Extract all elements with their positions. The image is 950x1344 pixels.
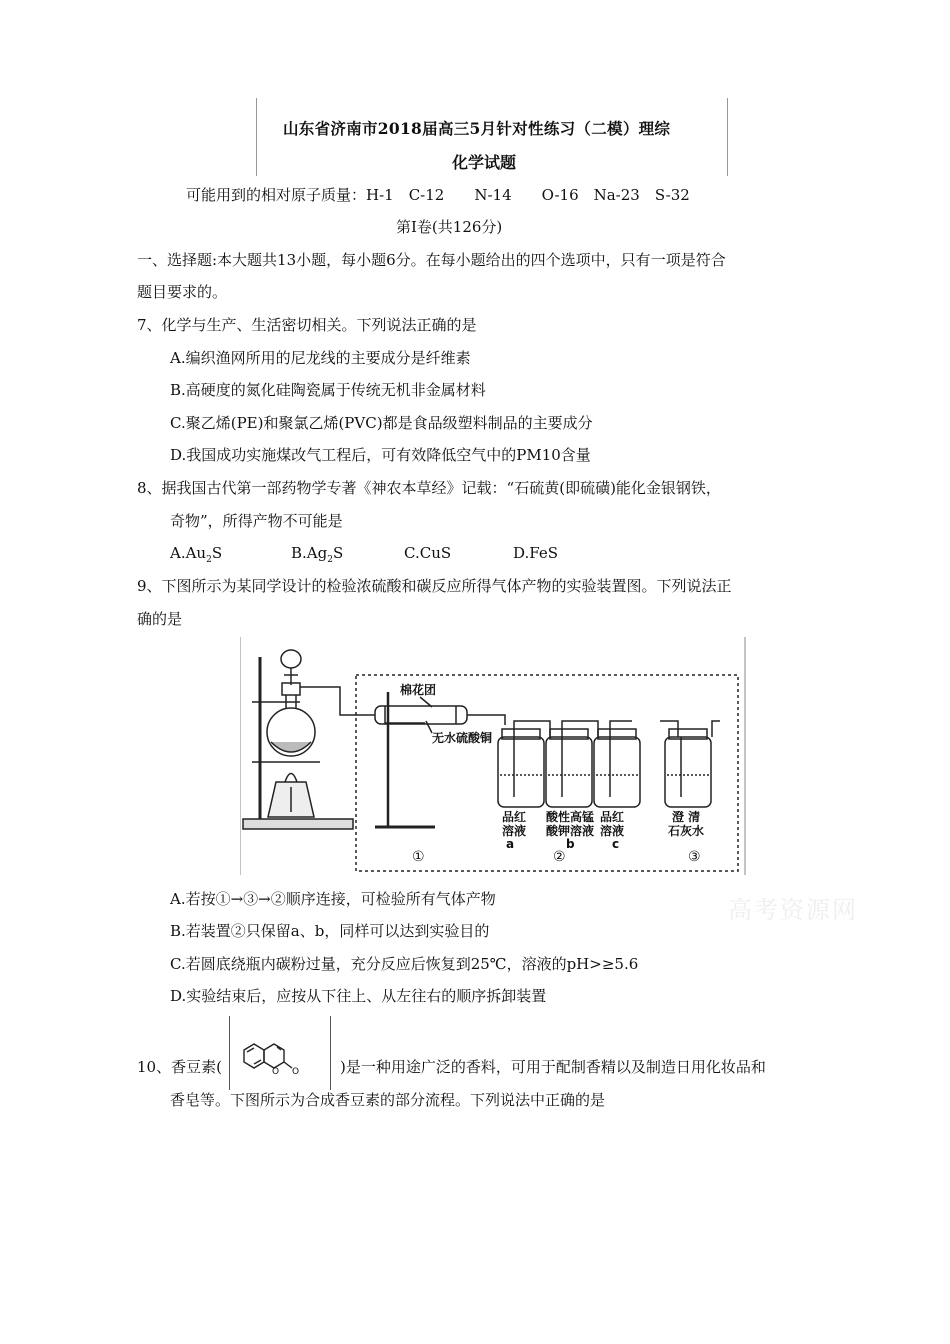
carbonyl-oxygen: O	[292, 1067, 300, 1077]
q9-option-c: C.若圆底绕瓶内碳粉过量，充分反应后恢复到25℃，溶液的pH>≥5.6	[170, 955, 639, 973]
volume-title: 第Ⅰ卷(共126分)	[396, 218, 503, 236]
q9-option-b: B.若装置②只保留a、b，同样可以达到实验目的	[170, 922, 490, 940]
bottle-b-label-3: b	[566, 837, 575, 851]
exam-subtitle: 化学试题	[452, 153, 517, 172]
q8-stem-line2: 奇物”，所得产物不可能是	[170, 512, 343, 530]
q7-option-a: A.编织渔网所用的尼龙线的主要成分是纤维素	[170, 349, 471, 367]
marker-3: ③	[688, 849, 701, 865]
q9-option-d: D.实验结束后，应按从下往上、从左往右的顺序拆卸装置	[170, 987, 547, 1005]
exam-title: 山东省济南市2018届高三5月针对性练习（二模）理综	[283, 119, 671, 138]
q8-b-sub: 2	[327, 555, 333, 565]
bottle-a-label-1: 品红	[502, 810, 527, 824]
coumarin-structure	[229, 1016, 331, 1090]
section-intro-line1: 一、选择题:本大题共13小题，每小题6分。在每小题给出的四个选项中，只有一项是符合	[137, 251, 726, 269]
bottle-b-label-1: 酸性高锰	[546, 810, 595, 824]
q8-option-a	[170, 543, 222, 570]
q8-a-main: A.Au	[170, 544, 207, 562]
q7-option-b: B.高硬度的氮化硅陶瓷属于传统无机非金属材料	[170, 381, 486, 399]
apparatus-svg	[240, 637, 746, 875]
bottle-a-label-3: a	[506, 837, 515, 851]
q8-option-d: D.FeS	[513, 544, 558, 562]
q7-stem: 7、化学与生产、生活密切相关。下列说法正确的是	[137, 316, 477, 334]
q8-b-main: B.Ag	[291, 544, 328, 562]
watermark: 高考资源网	[728, 896, 858, 924]
q10-stem-pre: 10、香豆素(	[137, 1058, 222, 1076]
q9-stem-line2: 确的是	[137, 610, 183, 628]
section-intro-line2: 题目要求的。	[137, 283, 228, 301]
apparatus-diagram	[240, 637, 746, 875]
coumarin-svg	[230, 1016, 330, 1090]
bottle-c-label-2: 溶液	[600, 824, 625, 838]
bottle-b-label-2: 酸钾溶液	[546, 824, 595, 838]
bottle-d-label-1: 澄 清	[672, 810, 701, 824]
atomic-masses: 可能用到的相对原子质量：H-1 C-12 N-14 O-16 Na-23 S-32	[186, 186, 690, 204]
ring-oxygen: O	[272, 1067, 280, 1077]
bottle-a-label-2: 溶液	[502, 824, 527, 838]
q9-stem-line1: 9、下图所示为某同学设计的检验浓硫酸和碳反应所得气体产物的实验装置图。下列说法正	[137, 577, 732, 595]
marker-1: ①	[412, 849, 425, 865]
q8-option-b	[291, 543, 343, 570]
cotton-label: 棉花团	[400, 683, 437, 697]
q7-option-c: C.聚乙烯(PE)和聚氯乙烯(PVC)都是食品级塑料制品的主要成分	[170, 414, 593, 432]
marker-2: ②	[553, 849, 566, 865]
bottle-c-label-1: 品红	[600, 810, 625, 824]
q8-b-tail: S	[332, 544, 344, 562]
q7-option-d: D.我国成功实施煤改气工程后，可有效降低空气中的PM10含量	[170, 446, 591, 464]
q10-stem-line2: 香皂等。下图所示为合成香豆素的部分流程。下列说法中正确的是	[170, 1091, 606, 1109]
q8-a-tail: S	[211, 544, 223, 562]
bottle-d-label-2: 石灰水	[668, 824, 705, 838]
q9-option-a: A.若按①→③→②顺序连接，可检验所有气体产物	[170, 890, 496, 908]
cuso4-label: 无水硫酸铜	[432, 731, 493, 745]
q8-stem-line1: 8、据我国古代第一部药物学专著《神农本草经》记载：“石硫黄(即硫磺)能化金银钢铁，	[137, 479, 721, 497]
q10-stem-post: )是一种用途广泛的香料，可用于配制香精以及制造日用化妆品和	[340, 1058, 766, 1076]
bottle-c-label-3: c	[612, 837, 620, 851]
q8-a-sub: 2	[206, 555, 212, 565]
q8-option-c: C.CuS	[404, 544, 452, 562]
